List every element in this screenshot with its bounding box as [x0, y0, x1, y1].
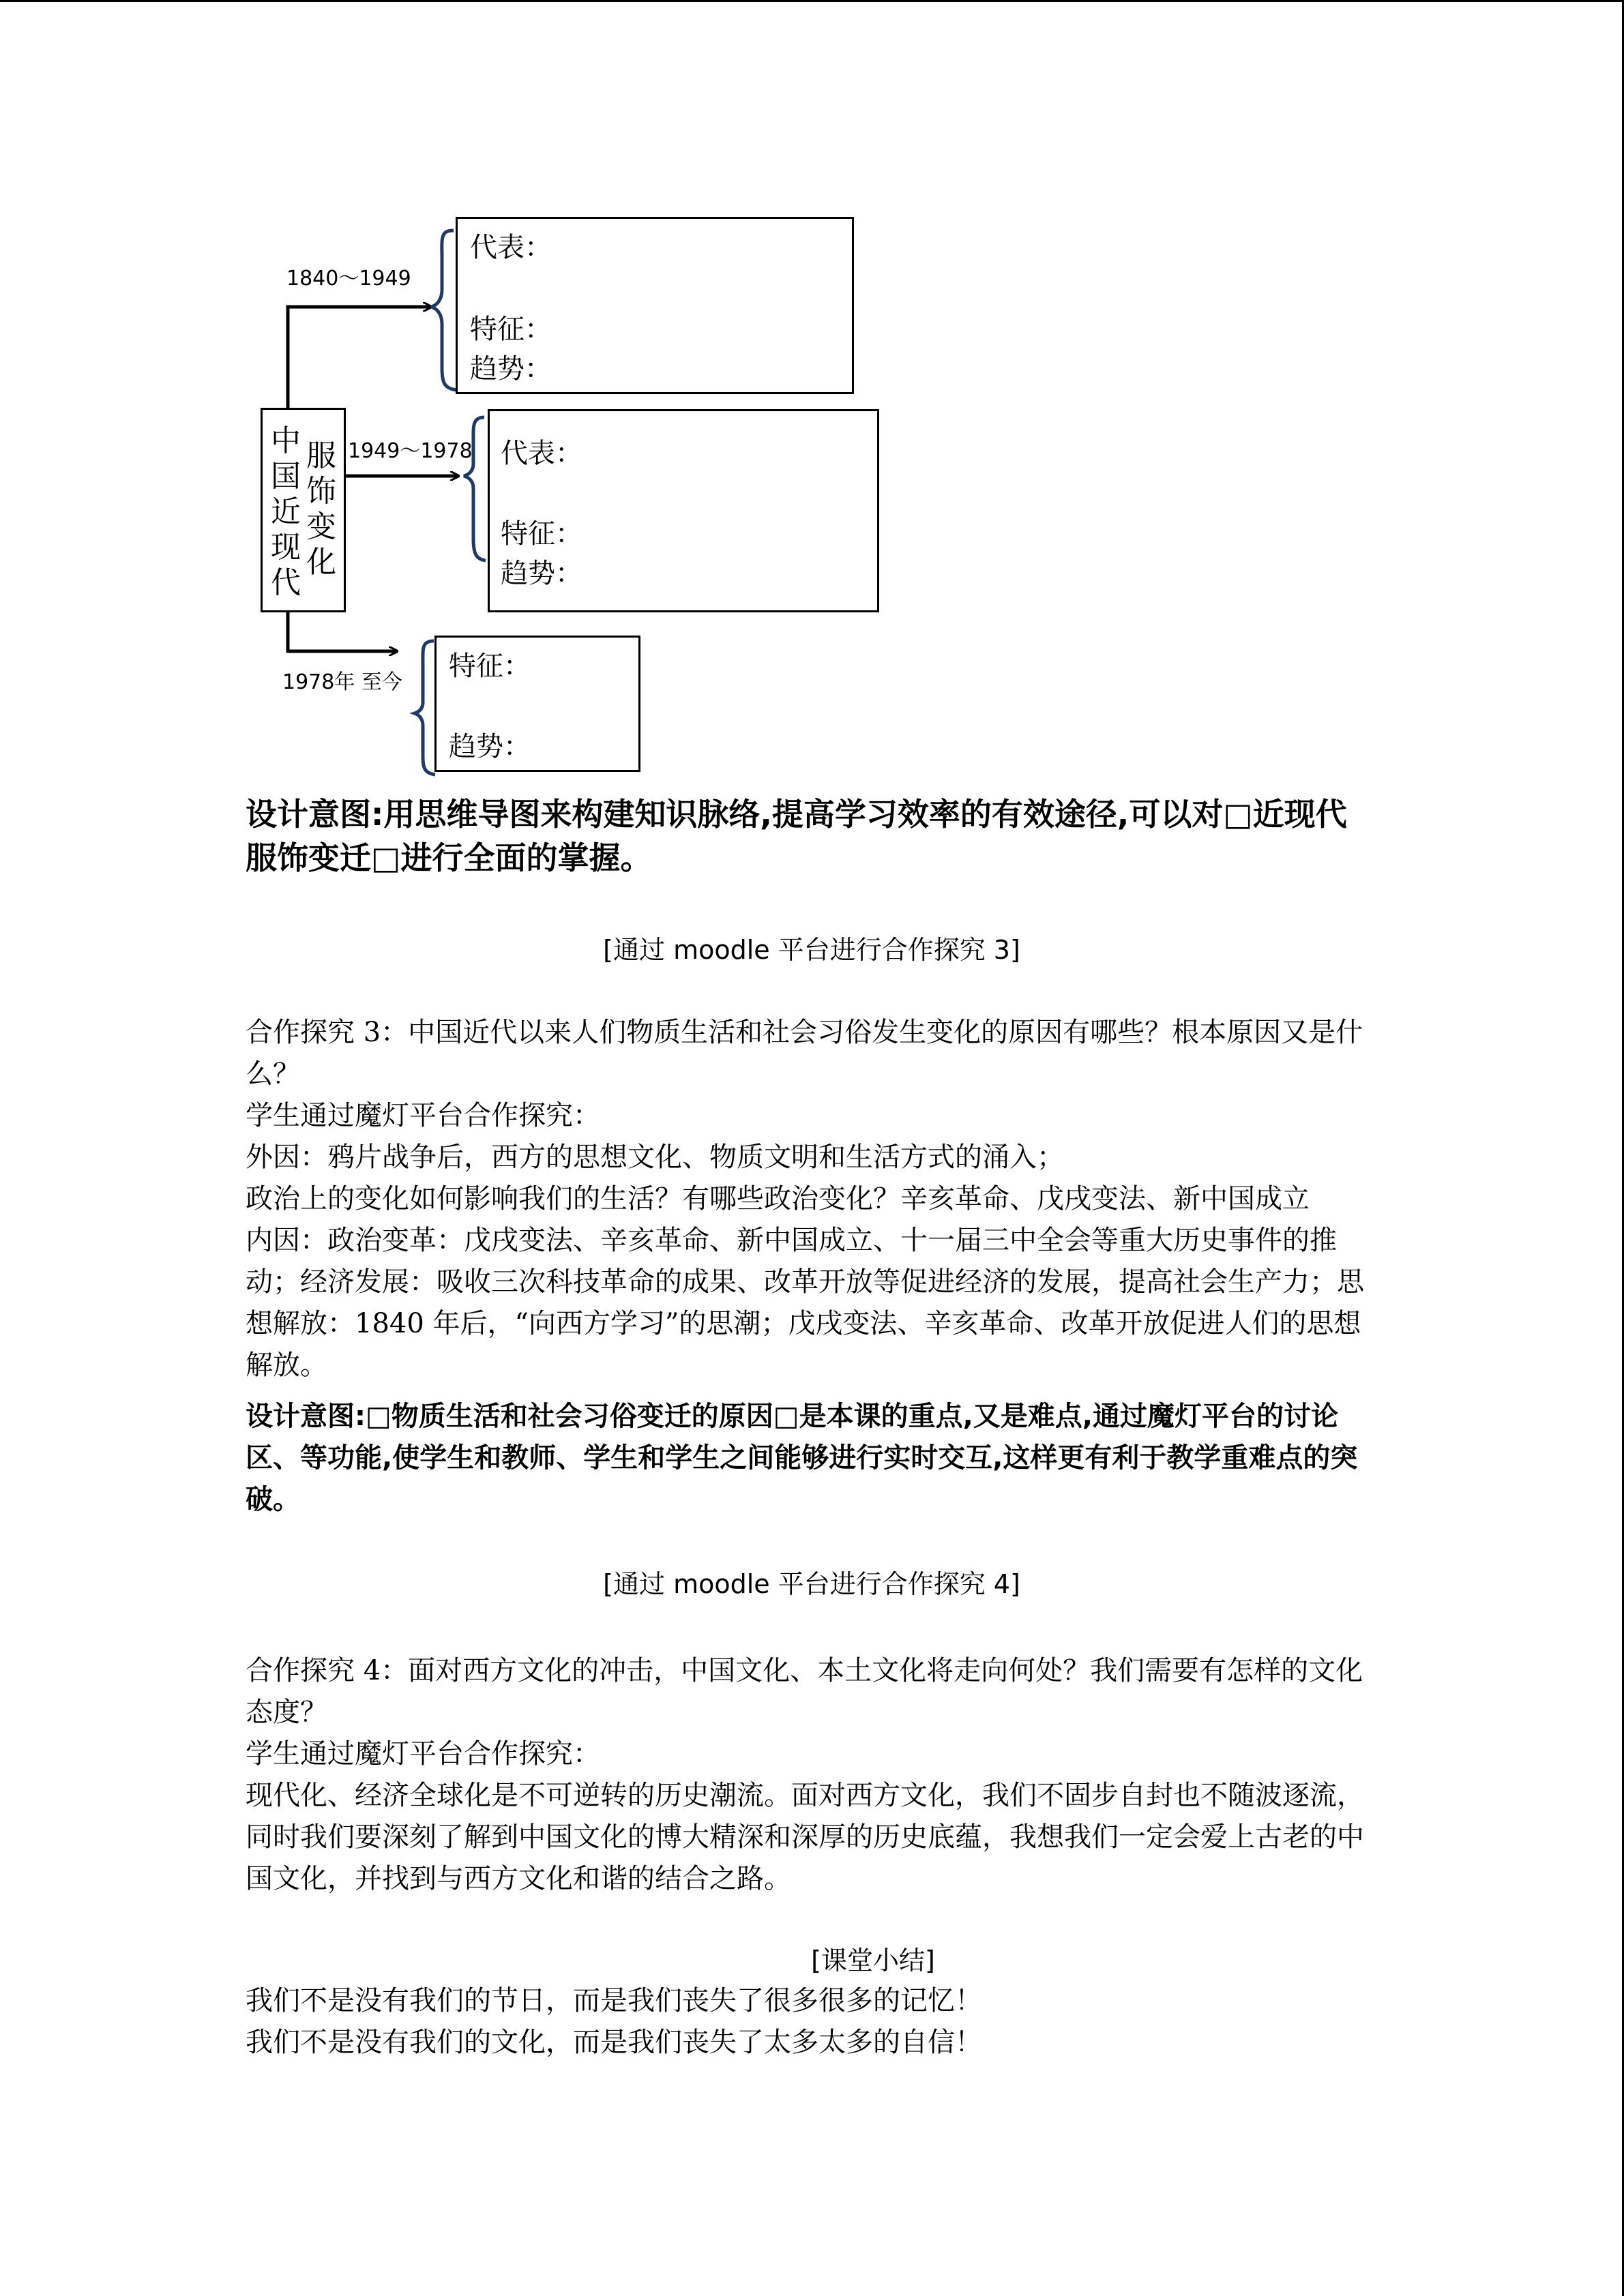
- branch-1949-feature: 特征：: [501, 518, 582, 550]
- design-intent-1: 设计意图:用思维导图来构建知识脉络,提高学习效率的有效途径,可以对□近现代服饰变迁□进行全面的掌握。: [246, 796, 1347, 876]
- branch-box-1840: [456, 217, 854, 394]
- branch-1949-trend: 趋势：: [501, 558, 582, 589]
- inquiry-4-answer: 现代化、经济全球化是不可逆转的历史潮流。面对西方文化，我们不固步自封也不随波逐流，同时我们要深刻了解到中国文化的博大精深和深厚的历史底蕴，我想我们一定会爱上古老的中国文化，并找到与西方文化和谐的结合之路。: [246, 1780, 1364, 1894]
- inquiry-3-internal: 内因：政治变革：戊戌变法、辛亥革命、新中国成立、十一届三中全会等重大历史事件的推动；经济发展：吸收三次科技革命的成果、改革开放等促进经济的发展，提高社会生产力；思想解放：1840 年后，“向西方学习”的思潮；戊戌变法、辛亥革命、改革开放促进人们的思想解放。: [246, 1225, 1364, 1381]
- mind-map: [0, 0, 1624, 784]
- summary-line-1: 我们不是没有我们的节日，而是我们丧失了很多很多的记忆！: [246, 1985, 982, 2016]
- branch-1949-representative: 代表：: [501, 438, 582, 469]
- period-label-1840: 1840～1949: [286, 267, 411, 290]
- inquiry-3-intro: 学生通过魔灯平台合作探究：: [246, 1100, 600, 1131]
- branch-1840-representative: 代表：: [470, 232, 552, 263]
- section-heading-inquiry-3: [通过 moodle 平台进行合作探究 3]: [603, 935, 1020, 965]
- connector-1840: [288, 307, 431, 408]
- root-label-col2: 服饰变化: [306, 438, 336, 580]
- inquiry-4-intro: 学生通过魔灯平台合作探究：: [246, 1738, 600, 1770]
- period-label-1978: 1978年 至今: [282, 670, 402, 694]
- inquiry-3-external: 外因：鸦片战争后，西方的思想文化、物质文明和生活方式的涌入；: [246, 1142, 1064, 1173]
- branch-1840-feature: 特征：: [470, 314, 552, 345]
- root-box: [261, 408, 346, 612]
- branch-1978-trend: 趋势：: [449, 731, 531, 762]
- brace-1840: [431, 230, 457, 390]
- inquiry-3-question: 合作探究 3：中国近代以来人们物质生活和社会习俗发生变化的原因有哪些？根本原因又是什么？: [246, 1017, 1363, 1090]
- period-label-1949: 1949～1978: [348, 439, 473, 463]
- branch-box-1978: [434, 636, 640, 772]
- branch-1840-trend: 趋势：: [470, 353, 552, 385]
- design-intent-2: 设计意图:□物质生活和社会习俗变迁的原因□是本课的重点,又是难点,通过魔灯平台的讨论区、等功能,使学生和教师、学生和学生之间能够进行实时交互,这样更有利于教学重难点的突破。: [246, 1401, 1358, 1515]
- root-label-col1: 中国近现代: [271, 423, 301, 600]
- connector-1978: [288, 612, 397, 651]
- inquiry-3-political-question: 政治上的变化如何影响我们的生活？有哪些政治变化？辛亥革命、戊戌变法、新中国成立: [246, 1183, 1310, 1214]
- branch-1978-feature: 特征：: [449, 651, 531, 682]
- summary-line-2: 我们不是没有我们的文化，而是我们丧失了太多太多的自信！: [246, 2027, 982, 2058]
- inquiry-4-question: 合作探究 4：面对西方文化的冲击，中国文化、本土文化将走向何处？我们需要有怎样的文化态度？: [246, 1655, 1363, 1728]
- brace-1978: [415, 641, 435, 775]
- branch-box-1949: [488, 409, 879, 612]
- summary-heading: [课堂小结]: [811, 1945, 935, 1976]
- section-heading-inquiry-4: [通过 moodle 平台进行合作探究 4]: [603, 1569, 1020, 1599]
